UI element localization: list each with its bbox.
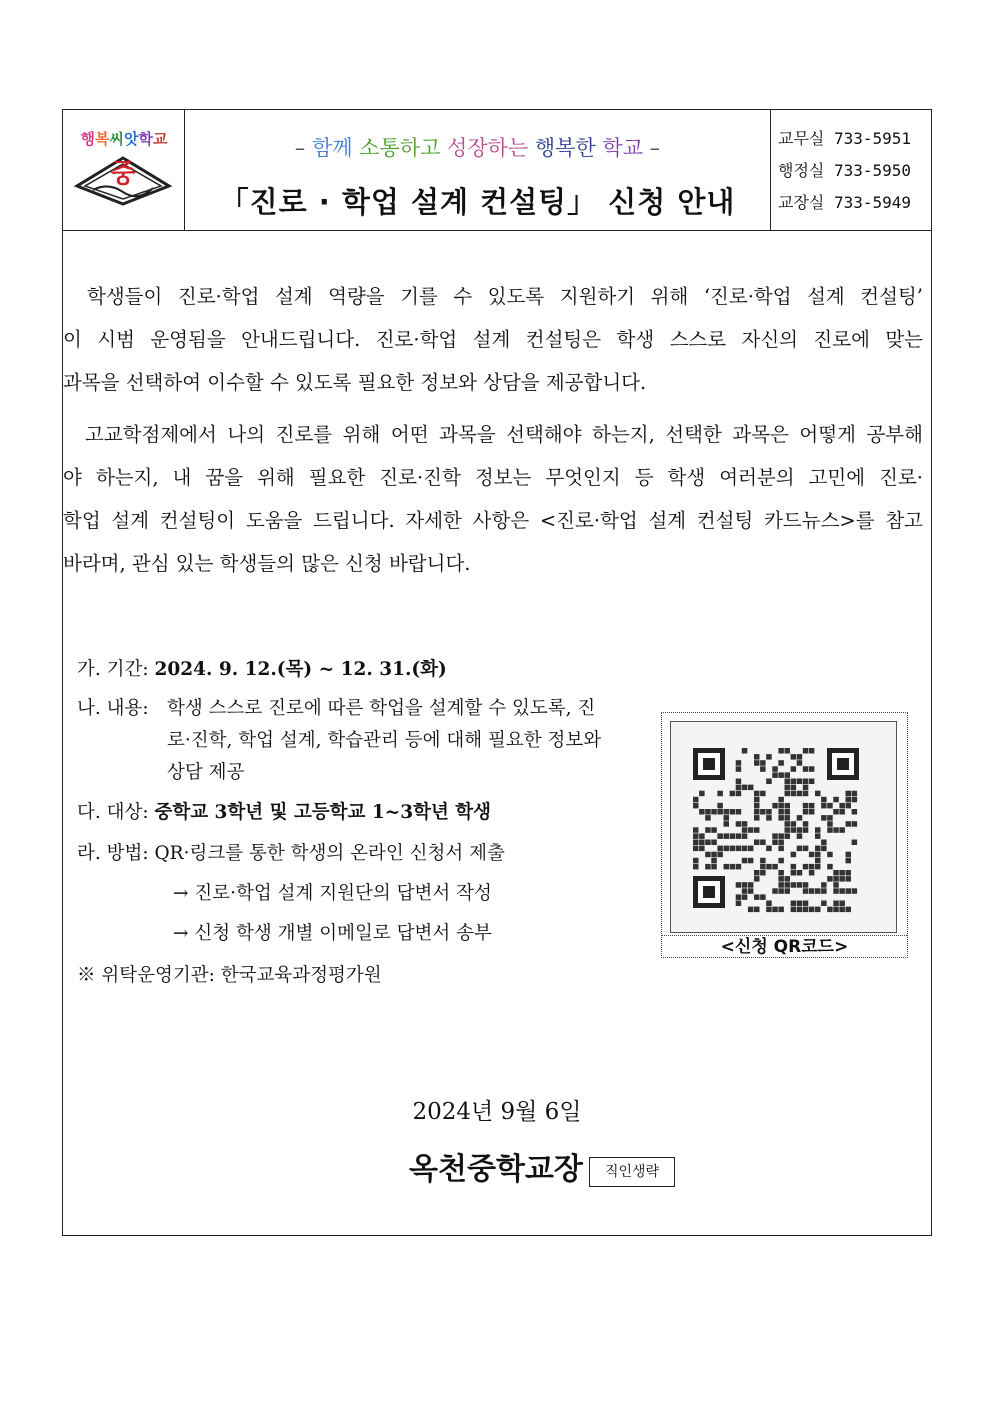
- qr-module: [760, 858, 766, 864]
- qr-module: [717, 791, 723, 797]
- qr-module: [785, 785, 791, 791]
- qr-module: [791, 852, 797, 858]
- qr-module: [754, 907, 760, 913]
- qr-module: [736, 821, 742, 827]
- qr-module: [742, 894, 748, 900]
- qr-module: [803, 748, 809, 754]
- qr-module: [821, 840, 827, 846]
- qr-module: [754, 894, 760, 900]
- qr-module: [717, 852, 723, 858]
- qr-module: [827, 876, 833, 882]
- qr-module: [839, 901, 845, 907]
- qr-module: [717, 803, 723, 809]
- qr-module: [785, 748, 791, 754]
- qr-module: [778, 876, 784, 882]
- qr-module: [724, 809, 730, 815]
- qr-module: [754, 791, 760, 797]
- qr-module: [754, 815, 760, 821]
- qr-module: [717, 846, 723, 852]
- qr-module: [839, 907, 845, 913]
- qr-module: [791, 907, 797, 913]
- qr-module: [693, 833, 699, 839]
- qr-module: [846, 852, 852, 858]
- qr-module: [827, 821, 833, 827]
- qr-module: [778, 797, 784, 803]
- detail-period: 가. 기간: 2024. 9. 12.(목) ~ 12. 31.(화): [77, 659, 447, 680]
- qr-module: [742, 858, 748, 864]
- qr-module: [754, 803, 760, 809]
- qr-module: [693, 827, 699, 833]
- qr-module: [778, 888, 784, 894]
- qr-module: [760, 840, 766, 846]
- qr-module: [772, 833, 778, 839]
- qr-module: [821, 901, 827, 907]
- qr-module: [815, 833, 821, 839]
- qr-module: [846, 797, 852, 803]
- qr-module: [846, 907, 852, 913]
- qr-module: [803, 791, 809, 797]
- intro-paragraph-2: 고교학점제에서 나의 진로를 위해 어떤 과목을 선택해야 하는지, 선택한 과목은 어떻게 공부해 야 하는지, 내 꿈을 위해 필요한 진로·진학 정보는 무엇인지 등 학생 여러분의 고민에 진로· 학업 설계 컨설팅이 도움을 드립니다. 자세한 사항은 <진로·학업 설계 컨설팅 카드뉴스>를 참고 바라며, 관심 있는 학생들의 많은 신청 바랍니다.: [63, 423, 923, 575]
- qr-module: [742, 821, 748, 827]
- qr-module: [785, 779, 791, 785]
- qr-module: [705, 864, 711, 870]
- qr-module: [803, 766, 809, 772]
- qr-module: [815, 888, 821, 894]
- qr-module: [736, 766, 742, 772]
- qr-module: [724, 815, 730, 821]
- qr-module: [778, 870, 784, 876]
- detail-method: 라. 방법: QR·링크를 통한 학생의 온라인 신청서 제출: [77, 843, 505, 864]
- contact-phones: [771, 110, 931, 230]
- qr-module: [839, 809, 845, 815]
- qr-module: [821, 882, 827, 888]
- qr-module: [839, 827, 845, 833]
- qr-module: [797, 791, 803, 797]
- qr-module: [846, 870, 852, 876]
- qr-module: [711, 809, 717, 815]
- qr-module: [760, 870, 766, 876]
- qr-module: [699, 791, 705, 797]
- qr-module: [717, 833, 723, 839]
- detail-content-label: 나. 내용:: [77, 698, 149, 719]
- qr-module: [736, 864, 742, 870]
- qr-module: [791, 766, 797, 772]
- qr-module: [699, 846, 705, 852]
- qr-module: [736, 791, 742, 797]
- qr-module: [797, 907, 803, 913]
- qr-module: [852, 791, 858, 797]
- qr-module: [821, 797, 827, 803]
- qr-module: [821, 815, 827, 821]
- qr-module: [809, 907, 815, 913]
- qr-module: [803, 888, 809, 894]
- qr-module: [736, 894, 742, 900]
- qr-module: [833, 888, 839, 894]
- qr-module: [742, 785, 748, 791]
- qr-module: [754, 870, 760, 876]
- qr-module: [772, 888, 778, 894]
- qr-module: [833, 876, 839, 882]
- title-cell: [185, 110, 771, 230]
- qr-module: [797, 754, 803, 760]
- qr-module: [711, 852, 717, 858]
- qr-module: [803, 809, 809, 815]
- detail-content-line-2: 로·진학, 학업 설계, 학습관리 등에 대해 필요한 정보와: [167, 730, 602, 751]
- qr-module: [785, 791, 791, 797]
- qr-code-frame: [670, 721, 897, 933]
- qr-module: [803, 785, 809, 791]
- qr-module: [766, 907, 772, 913]
- qr-module: [778, 748, 784, 754]
- qr-module: [785, 821, 791, 827]
- qr-module: [724, 833, 730, 839]
- qr-module: [833, 827, 839, 833]
- qr-module: [791, 870, 797, 876]
- qr-module: [839, 870, 845, 876]
- qr-module: [815, 791, 821, 797]
- qr-module: [791, 791, 797, 797]
- qr-module: [827, 907, 833, 913]
- qr-module: [852, 821, 858, 827]
- qr-module: [736, 809, 742, 815]
- school-logo: [63, 110, 185, 230]
- qr-module: [772, 840, 778, 846]
- qr-module: [785, 833, 791, 839]
- qr-module: [785, 888, 791, 894]
- qr-module: [754, 840, 760, 846]
- qr-module: [699, 809, 705, 815]
- qr-module: [785, 876, 791, 882]
- qr-module: [778, 803, 784, 809]
- qr-module: [742, 827, 748, 833]
- qr-code-icon[interactable]: [671, 722, 896, 932]
- qr-module: [785, 803, 791, 809]
- qr-module: [760, 809, 766, 815]
- qr-module: [833, 901, 839, 907]
- qr-module: [705, 852, 711, 858]
- qr-module: [730, 833, 736, 839]
- qr-module: [852, 797, 858, 803]
- qr-module: [821, 888, 827, 894]
- official-seal-omitted: 직인생략: [589, 1157, 675, 1187]
- qr-module: [711, 858, 717, 864]
- qr-module: [846, 888, 852, 894]
- qr-module: [846, 858, 852, 864]
- qr-module: [717, 809, 723, 815]
- signer-name: 옥천중학교장: [409, 1152, 583, 1187]
- qr-module: [760, 766, 766, 772]
- qr-module: [797, 760, 803, 766]
- qr-module: [778, 760, 784, 766]
- qr-module: [699, 833, 705, 839]
- qr-module: [815, 858, 821, 864]
- qr-module: [791, 882, 797, 888]
- qr-module: [693, 858, 699, 864]
- qr-module: [815, 846, 821, 852]
- qr-module: [736, 779, 742, 785]
- qr-module: [803, 907, 809, 913]
- qr-module: [742, 846, 748, 852]
- qr-module: [785, 772, 791, 778]
- qr-module: [839, 876, 845, 882]
- qr-module: [711, 864, 717, 870]
- qr-module: [846, 821, 852, 827]
- qr-module: [748, 827, 754, 833]
- qr-module: [852, 840, 858, 846]
- qr-module: [809, 870, 815, 876]
- qr-module: [778, 846, 784, 852]
- qr-module: [754, 876, 760, 882]
- qr-module: [711, 827, 717, 833]
- qr-module: [827, 803, 833, 809]
- qr-module: [705, 827, 711, 833]
- qr-module: [705, 809, 711, 815]
- qr-module: [827, 815, 833, 821]
- qr-module: [827, 852, 833, 858]
- school-emblem-icon: [73, 152, 173, 208]
- detail-content-line-1: 학생 스스로 진로에 따른 학업을 설계할 수 있도록, 진: [167, 698, 596, 719]
- qr-module: [803, 846, 809, 852]
- qr-module: [791, 779, 797, 785]
- qr-module: [760, 864, 766, 870]
- qr-module: [797, 882, 803, 888]
- qr-module: [772, 766, 778, 772]
- qr-module: [809, 748, 815, 754]
- qr-module: [724, 821, 730, 827]
- school-slogan: – 함께 소통하고 성장하는 행복한 학교 –: [294, 136, 661, 160]
- qr-module: [809, 852, 815, 858]
- qr-module: [766, 779, 772, 785]
- qr-module: [754, 754, 760, 760]
- qr-module: [791, 901, 797, 907]
- qr-module: [754, 797, 760, 803]
- qr-module: [791, 827, 797, 833]
- qr-module: [760, 760, 766, 766]
- qr-module: [803, 827, 809, 833]
- qr-module: [730, 846, 736, 852]
- qr-module: [839, 888, 845, 894]
- qr-module: [748, 907, 754, 913]
- qr-module: [748, 882, 754, 888]
- qr-module: [742, 882, 748, 888]
- qr-module: [809, 779, 815, 785]
- qr-module: [748, 846, 754, 852]
- qr-module: [772, 803, 778, 809]
- qr-module: [833, 809, 839, 815]
- header-table: [63, 110, 931, 231]
- qr-module: [815, 864, 821, 870]
- qr-code-box: [661, 712, 908, 958]
- detail-note: ※ 위탁운영기관: 한국교육과정평가원: [77, 965, 382, 986]
- qr-module: [791, 821, 797, 827]
- qr-module: [803, 901, 809, 907]
- detail-target: 다. 대상: 중학교 3학년 및 고등학교 1~3학년 학생: [77, 802, 492, 823]
- qr-module: [736, 760, 742, 766]
- qr-module: [809, 888, 815, 894]
- qr-module: [803, 779, 809, 785]
- qr-module: [693, 797, 699, 803]
- qr-module: [827, 864, 833, 870]
- qr-module: [833, 882, 839, 888]
- qr-caption: <신청 QR코드>: [662, 935, 907, 958]
- qr-module: [724, 846, 730, 852]
- qr-module: [748, 888, 754, 894]
- qr-module: [778, 815, 784, 821]
- qr-module: [785, 827, 791, 833]
- detail-content-line-3: 상담 제공: [167, 762, 245, 783]
- qr-module: [785, 882, 791, 888]
- qr-module: [754, 809, 760, 815]
- qr-module: [772, 772, 778, 778]
- qr-module: [803, 803, 809, 809]
- qr-module: [693, 864, 699, 870]
- qr-module: [778, 772, 784, 778]
- qr-module: [797, 827, 803, 833]
- qr-module: [693, 846, 699, 852]
- qr-module: [778, 809, 784, 815]
- qr-module: [742, 748, 748, 754]
- emblem-char: 중: [110, 159, 136, 189]
- qr-module: [730, 791, 736, 797]
- qr-module: [705, 815, 711, 821]
- qr-module: [766, 846, 772, 852]
- intro-paragraph-1: 학생들이 진로·학업 설계 역량을 기를 수 있도록 지원하기 위해 ‘진로·학업 설계 컨설팅’ 이 시범 운영됨을 안내드립니다. 진로·학업 설계 컨설팅은 학생 스스로 자신의 진로에 맞는 과목을 선택하여 이수할 수 있도록 필요한 정보와 상담을 제공합니다.: [63, 285, 923, 394]
- qr-module: [791, 754, 797, 760]
- qr-module: [711, 840, 717, 846]
- qr-module: [693, 803, 699, 809]
- qr-module: [742, 888, 748, 894]
- qr-module: [705, 840, 711, 846]
- qr-module: [821, 846, 827, 852]
- qr-module: [736, 785, 742, 791]
- qr-module: [846, 876, 852, 882]
- qr-module: [736, 882, 742, 888]
- qr-module: [785, 809, 791, 815]
- detail-method-step-2: → 진로·학업 설계 지원단의 답변서 작성: [173, 883, 492, 904]
- qr-module: [815, 827, 821, 833]
- qr-module: [846, 791, 852, 797]
- qr-module: [833, 797, 839, 803]
- qr-module: [797, 846, 803, 852]
- qr-module: [809, 864, 815, 870]
- qr-module: [766, 815, 772, 821]
- qr-module: [766, 901, 772, 907]
- qr-module: [815, 852, 821, 858]
- qr-module: [791, 785, 797, 791]
- qr-module: [791, 864, 797, 870]
- qr-module: [699, 840, 705, 846]
- qr-module: [839, 803, 845, 809]
- qr-module: [778, 833, 784, 839]
- qr-module: [772, 864, 778, 870]
- qr-module: [803, 864, 809, 870]
- qr-module: [724, 864, 730, 870]
- qr-module: [809, 766, 815, 772]
- qr-module: [778, 840, 784, 846]
- qr-module: [797, 833, 803, 839]
- qr-module: [809, 803, 815, 809]
- notice-frame: [62, 109, 932, 1236]
- qr-module: [754, 760, 760, 766]
- phone-principal-office: 교장실 733-5949: [778, 193, 912, 212]
- qr-module: [797, 779, 803, 785]
- qr-module: [778, 858, 784, 864]
- qr-module: [760, 791, 766, 797]
- qr-module: [778, 882, 784, 888]
- qr-module: [754, 827, 760, 833]
- qr-module: [821, 803, 827, 809]
- qr-module: [785, 815, 791, 821]
- qr-module: [815, 907, 821, 913]
- qr-module: [797, 815, 803, 821]
- qr-module: [803, 882, 809, 888]
- qr-module: [803, 821, 809, 827]
- qr-module: [797, 901, 803, 907]
- qr-module: [748, 785, 754, 791]
- qr-module: [736, 833, 742, 839]
- qr-module: [833, 907, 839, 913]
- phone-admin-office: 행정실 733-5950: [778, 161, 912, 180]
- qr-module: [736, 846, 742, 852]
- qr-module: [852, 809, 858, 815]
- detail-method-step-3: → 신청 학생 개별 이메일로 답변서 송부: [173, 923, 492, 944]
- document-title: 「진로 · 학업 설계 컨설팅」 신청 안내: [219, 185, 736, 219]
- qr-module: [797, 870, 803, 876]
- issue-date: 2024년 9월 6일: [412, 1099, 582, 1125]
- qr-module: [846, 803, 852, 809]
- qr-module: [736, 901, 742, 907]
- qr-module: [742, 833, 748, 839]
- qr-module: [766, 754, 772, 760]
- qr-module: [833, 870, 839, 876]
- logo-slogan: 행복씨앗학교: [80, 130, 168, 148]
- qr-module: [760, 894, 766, 900]
- qr-module: [809, 809, 815, 815]
- qr-module: [778, 907, 784, 913]
- qr-module: [766, 809, 772, 815]
- qr-module: [827, 827, 833, 833]
- qr-module: [730, 864, 736, 870]
- phone-academic-office: 교무실 733-5951: [778, 129, 912, 148]
- qr-module: [693, 840, 699, 846]
- qr-module: [748, 858, 754, 864]
- qr-module: [766, 864, 772, 870]
- qr-module: [852, 888, 858, 894]
- qr-module: [730, 809, 736, 815]
- qr-module: [772, 907, 778, 913]
